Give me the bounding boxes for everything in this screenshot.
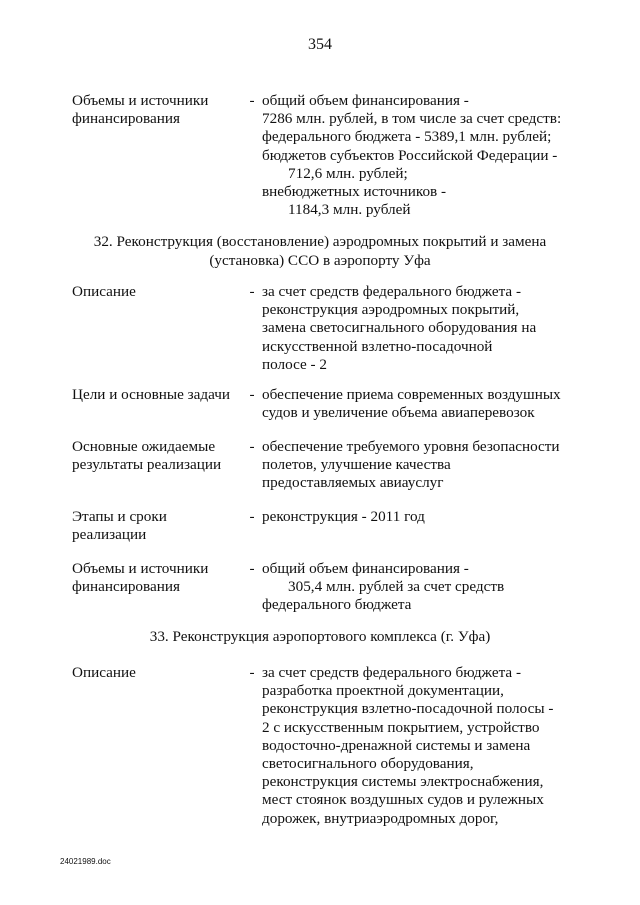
description-value: за счет средств федерального бюджета - реконструкция аэродромных покрытий, замена светосигнального оборудования на искусственной взлетно-посадочной полосе - 2 [262, 283, 537, 373]
funding-label: Объемы и источники финансирования [72, 92, 209, 128]
description-label: Описание [72, 664, 136, 681]
funding-label: Объемы и источники финансирования [72, 560, 209, 596]
funding-value: общий объем финансирования - 7286 млн. рублей, в том числе за счет средств: федерального бюджета - 5389,1 млн. рублей; бюджетов субъектов Российской Федерации - 712,6 млн. рублей; внебюджетных источников - 1184,3 млн. рублей [262, 92, 562, 219]
goals-label: Цели и основные задачи [72, 386, 230, 403]
dash-separator: - [249, 92, 255, 109]
results-label: Основные ожидаемые результаты реализации [72, 438, 222, 474]
stages-value: реконструкция - 2011 год [262, 508, 425, 525]
section-32-heading: 32. Реконструкция (восстановление) аэродромных покрытий и замена (установка) ССО в аэропорту Уфа [93, 233, 547, 269]
dash-separator: - [249, 560, 255, 577]
results-value: обеспечение требуемого уровня безопасности полетов, улучшение качества предоставляемых авиауслуг [262, 438, 560, 492]
dash-separator: - [249, 386, 255, 403]
section-33-heading: 33. Реконструкция аэропортового комплекса (г. Уфа) [149, 628, 491, 645]
dash-separator: - [249, 438, 255, 455]
dash-separator: - [249, 664, 255, 681]
funding-value: общий объем финансирования - 305,4 млн. рублей за счет средств федерального бюджета [262, 560, 505, 614]
dash-separator: - [249, 508, 255, 525]
description-label: Описание [72, 283, 136, 300]
document-filename: 24021989.doc [60, 857, 111, 866]
stages-label: Этапы и сроки реализации [72, 508, 167, 544]
goals-value: обеспечение приема современных воздушных судов и увеличение объема авиаперевозок [262, 386, 561, 422]
description-value: за счет средств федерального бюджета - разработка проектной документации, реконструкция взлетно-посадочной полосы - 2 с искусственным покрытием, устройство водосточно-дренажной системы и замена светосигнального оборудования, реконструкция системы электроснабжения, мест стоянок воздушных судов и рулежных дорожек, внутриаэродромных дорог, [262, 664, 554, 827]
page-number: 354 [308, 36, 332, 53]
dash-separator: - [249, 283, 255, 300]
